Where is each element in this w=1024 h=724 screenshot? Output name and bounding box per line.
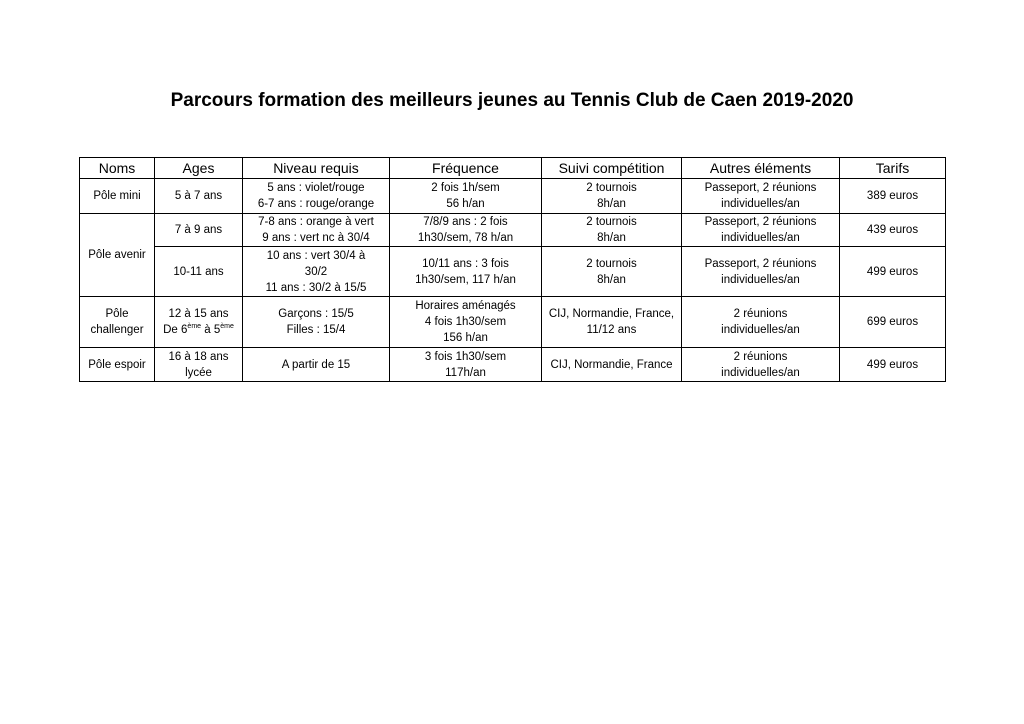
cell-frequence (390, 297, 542, 348)
cell-line: 117h/an (445, 366, 486, 379)
header-tarifs: Tarifs (840, 158, 946, 179)
cell-line: 7/8/9 ans : 2 fois (423, 216, 508, 228)
cell-line: individuelles/an (721, 232, 800, 244)
cell-nom (80, 297, 155, 348)
cell-line: 10/11 ans : 3 fois (422, 257, 509, 270)
header-frequence: Fréquence (390, 158, 542, 179)
cell-frequence (390, 348, 542, 382)
cell-line: 56 h/an (446, 198, 485, 210)
cell-suivi (542, 247, 682, 297)
cell-line: 12 à 15 ans (168, 308, 229, 320)
cell-line: 8h/an (597, 232, 626, 244)
table-header-row (80, 158, 946, 179)
cell-line: individuelles/an (721, 273, 800, 286)
cell-ages (155, 348, 243, 382)
cell-line: 8h/an (597, 198, 626, 210)
cell-line: individuelles/an (721, 366, 800, 379)
table-row-pole-challenger (80, 297, 946, 348)
header-niveau-requis: Niveau requis (243, 158, 390, 179)
cell-tarif: 499 euros (840, 247, 946, 297)
cell-suivi (542, 297, 682, 348)
ages-a: à 5 (201, 324, 221, 336)
cell-tarif: 699 euros (840, 297, 946, 348)
cell-line: 9 ans : vert nc à 30/4 (262, 232, 370, 244)
cell-nom: Pôle espoir (80, 348, 155, 382)
cell-ages: 10-11 ans (155, 247, 243, 297)
cell-line: 7-8 ans : orange à vert (258, 216, 374, 228)
cell-line: Passeport, 2 réunions (704, 182, 817, 194)
cell-autres (682, 297, 840, 348)
cell-autres (682, 348, 840, 382)
cell-tarif: 389 euros (840, 179, 946, 214)
cell-suivi: CIJ, Normandie, France (542, 348, 682, 382)
cell-line: 8h/an (597, 273, 626, 286)
cell-line: Pôle (105, 308, 129, 320)
cell-line: 2 réunions (733, 350, 788, 363)
cell-line: 2 fois 1h/sem (431, 182, 500, 194)
cell-line: individuelles/an (721, 198, 800, 210)
cell-line: 3 fois 1h30/sem (424, 350, 507, 363)
training-program-table (79, 157, 946, 382)
cell-line: 2 réunions (733, 308, 788, 320)
cell-tarif: 439 euros (840, 214, 946, 247)
document-title: Parcours formation des meilleurs jeunes au Tennis Club de Caen 2019-2020 (170, 90, 854, 111)
cell-line: CIJ, Normandie, France, (548, 308, 675, 320)
table-row-pole-avenir-10-11 (80, 247, 946, 297)
cell-line: Filles : 15/4 (286, 324, 346, 336)
cell-line: 1h30/sem, 117 h/an (415, 273, 516, 286)
cell-ages: 5 à 7 ans (155, 179, 243, 214)
cell-line: 1h30/sem, 78 h/an (417, 232, 514, 244)
cell-line: Garçons : 15/5 (278, 308, 354, 320)
cell-tarif: 499 euros (840, 348, 946, 382)
cell-line: 16 à 18 ans (168, 350, 229, 363)
cell-frequence (390, 214, 542, 247)
cell-niveau (243, 297, 390, 348)
superscript-eme: ème (187, 323, 202, 330)
cell-niveau (243, 179, 390, 214)
table-row-pole-avenir-7-9 (80, 214, 946, 247)
cell-niveau (243, 214, 390, 247)
cell-line: 2 tournois (586, 182, 637, 194)
cell-line: 156 h/an (443, 332, 488, 344)
header-ages: Ages (155, 158, 243, 179)
cell-line: 11 ans : 30/2 à 15/5 (265, 281, 367, 294)
cell-frequence (390, 247, 542, 297)
cell-line: 30/2 (304, 265, 328, 278)
cell-nom: Pôle avenir (80, 214, 155, 297)
header-autres-elements: Autres éléments (682, 158, 840, 179)
cell-autres (682, 179, 840, 214)
cell-line: Horaires aménagés (415, 300, 516, 312)
cell-line (157, 322, 240, 338)
cell-line: individuelles/an (721, 324, 800, 336)
cell-line: Passeport, 2 réunions (704, 257, 817, 270)
cell-nom: Pôle mini (80, 179, 155, 214)
cell-line: lycée (185, 366, 212, 379)
cell-suivi (542, 214, 682, 247)
table-row-pole-mini (80, 179, 946, 214)
cell-niveau: A partir de 15 (243, 348, 390, 382)
header-suivi-competition: Suivi compétition (542, 158, 682, 179)
cell-line: 5 ans : violet/rouge (267, 182, 365, 194)
cell-frequence (390, 179, 542, 214)
cell-line: 2 tournois (586, 257, 637, 270)
cell-line: 4 fois 1h30/sem (424, 316, 507, 328)
cell-line: 2 tournois (586, 216, 637, 228)
cell-line: challenger (90, 324, 144, 336)
header-noms: Noms (80, 158, 155, 179)
cell-line: 10 ans : vert 30/4 à (266, 249, 366, 262)
cell-line: Passeport, 2 réunions (704, 216, 817, 228)
ages-de: De 6 (163, 324, 188, 336)
superscript-eme: ème (220, 323, 234, 330)
cell-line: 11/12 ans (586, 324, 637, 336)
cell-autres (682, 214, 840, 247)
cell-ages: 7 à 9 ans (155, 214, 243, 247)
cell-ages (155, 297, 243, 348)
cell-niveau (243, 247, 390, 297)
table-row-pole-espoir (80, 348, 946, 382)
cell-autres (682, 247, 840, 297)
cell-suivi (542, 179, 682, 214)
cell-line: 6-7 ans : rouge/orange (257, 198, 375, 210)
